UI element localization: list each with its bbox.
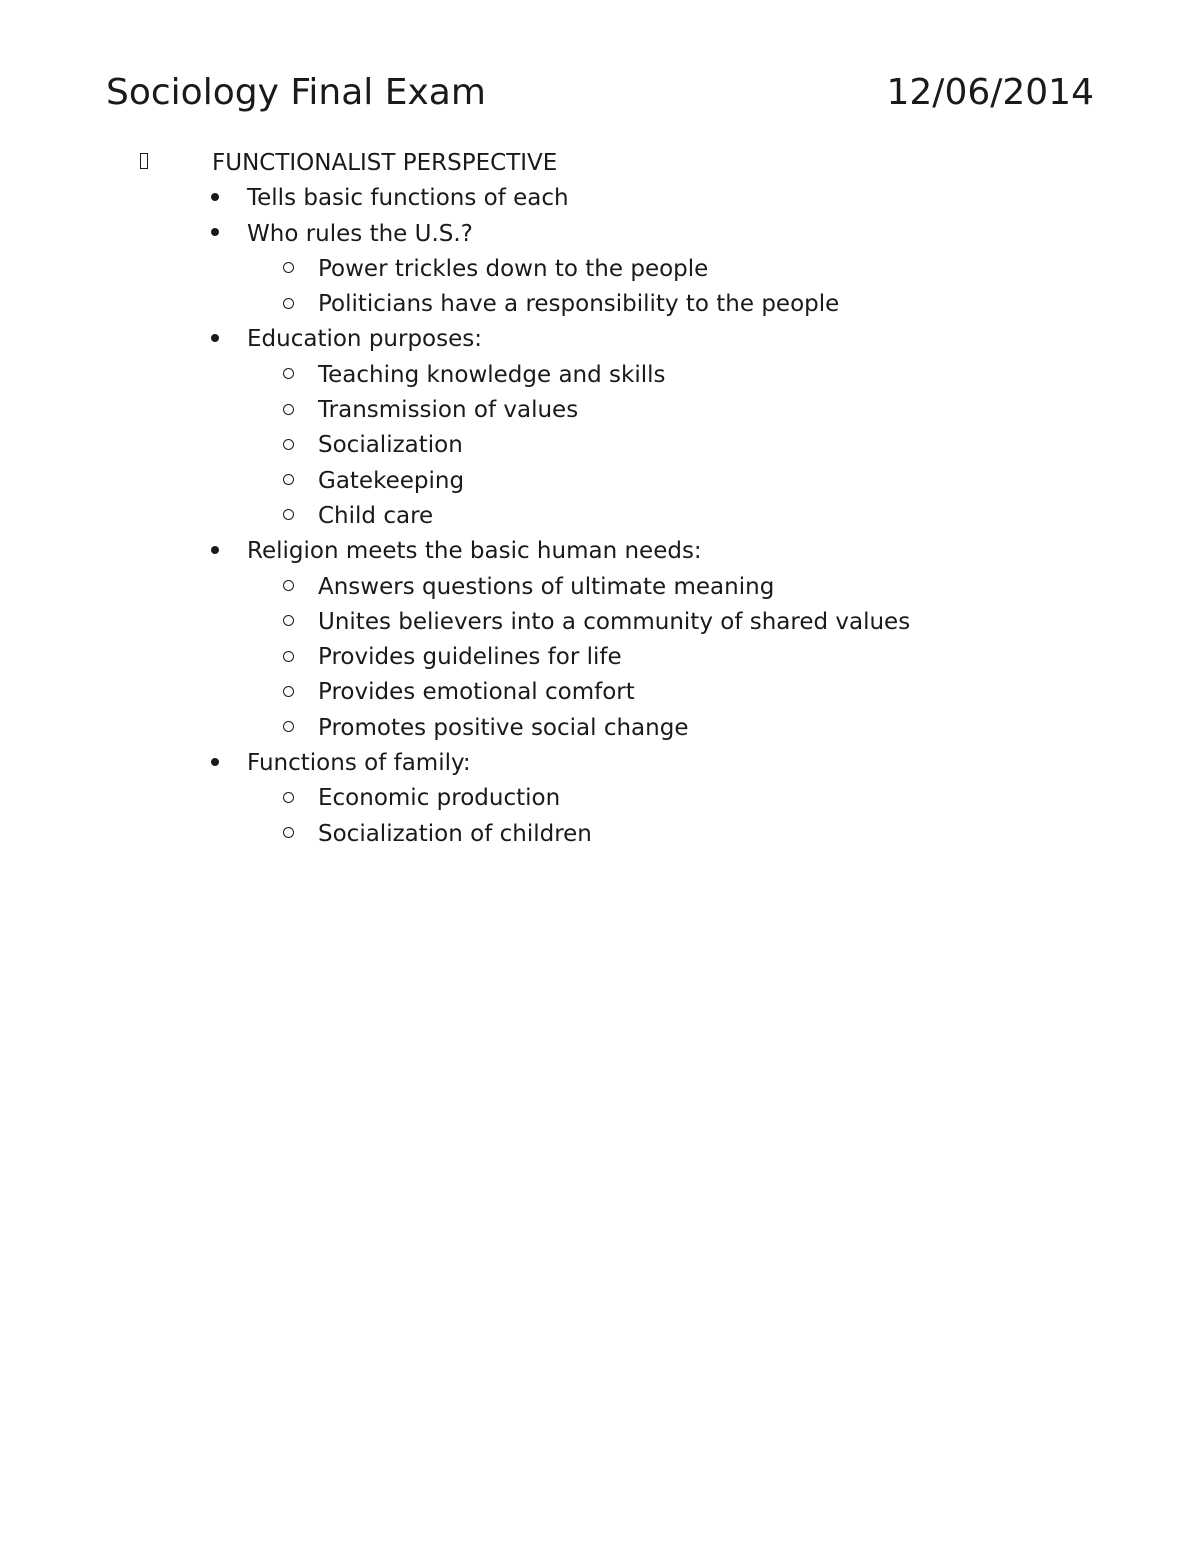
hollow-circle-bullet-icon (283, 358, 294, 393)
sub-list-item (0, 640, 1200, 675)
sub-list-item (0, 817, 1200, 852)
filled-circle-bullet-icon (211, 181, 219, 216)
sub-list-item-label: Teaching knowledge and skills (318, 361, 666, 388)
document-title: Sociology Final Exam (106, 72, 486, 113)
sub-list-item-label: Politicians have a responsibility to the people (318, 291, 840, 318)
list-item-label: Religion meets the basic human needs: (247, 538, 702, 565)
sub-list-item (0, 675, 1200, 710)
hollow-circle-bullet-icon (283, 781, 294, 816)
hollow-circle-bullet-icon (283, 817, 294, 852)
sub-list-item-label: Provides guidelines for life (318, 644, 622, 671)
hollow-circle-bullet-icon (283, 287, 294, 322)
sub-list-item (0, 499, 1200, 534)
filled-circle-bullet-icon (211, 322, 219, 357)
sub-list-item-label: Transmission of values (318, 397, 579, 424)
sub-list-item-label: Answers questions of ultimate meaning (318, 573, 775, 600)
sub-list-item (0, 605, 1200, 640)
list-item (0, 746, 1200, 781)
list-item (0, 534, 1200, 569)
list-item-label: Education purposes: (247, 326, 482, 353)
sub-list-item (0, 570, 1200, 605)
filled-circle-bullet-icon (211, 217, 219, 252)
hollow-circle-bullet-icon (283, 252, 294, 287)
filled-circle-bullet-icon (211, 746, 219, 781)
document-date: 12/06/2014 (886, 72, 1094, 113)
sub-list-item (0, 252, 1200, 287)
sub-list-item (0, 711, 1200, 746)
sub-list-item (0, 464, 1200, 499)
outline-heading-row (0, 146, 1200, 181)
sub-list-item-label: Power trickles down to the people (318, 255, 709, 282)
sub-list-item-label: Socialization of children (318, 820, 592, 847)
outline-heading: FUNCTIONALIST PERSPECTIVE (212, 150, 558, 176)
sub-list-item (0, 358, 1200, 393)
sub-list-item (0, 428, 1200, 463)
hollow-circle-bullet-icon (283, 640, 294, 675)
list-item-label: Who rules the U.S.? (247, 220, 473, 247)
list-item-label: Tells basic functions of each (247, 185, 569, 212)
notes-outline (0, 146, 1200, 852)
sub-list-item-label: Unites believers into a community of shared values (318, 608, 911, 635)
square-bullet-icon (140, 146, 148, 181)
sub-list-item-label: Socialization (318, 432, 463, 459)
filled-circle-bullet-icon (211, 534, 219, 569)
hollow-circle-bullet-icon (283, 675, 294, 710)
sub-list-item-label: Promotes positive social change (318, 714, 689, 741)
sub-list-item (0, 287, 1200, 322)
hollow-circle-bullet-icon (283, 570, 294, 605)
list-item (0, 181, 1200, 216)
sub-list-item-label: Economic production (318, 785, 561, 812)
list-item (0, 322, 1200, 357)
sub-list-item (0, 393, 1200, 428)
list-item (0, 217, 1200, 252)
sub-list-item-label: Gatekeeping (318, 467, 465, 494)
sub-list-item-label: Provides emotional comfort (318, 679, 635, 706)
sub-list-item-label: Child care (318, 502, 434, 529)
hollow-circle-bullet-icon (283, 711, 294, 746)
hollow-circle-bullet-icon (283, 499, 294, 534)
hollow-circle-bullet-icon (283, 605, 294, 640)
hollow-circle-bullet-icon (283, 464, 294, 499)
hollow-circle-bullet-icon (283, 393, 294, 428)
hollow-circle-bullet-icon (283, 428, 294, 463)
sub-list-item (0, 781, 1200, 816)
list-item-label: Functions of family: (247, 750, 471, 777)
